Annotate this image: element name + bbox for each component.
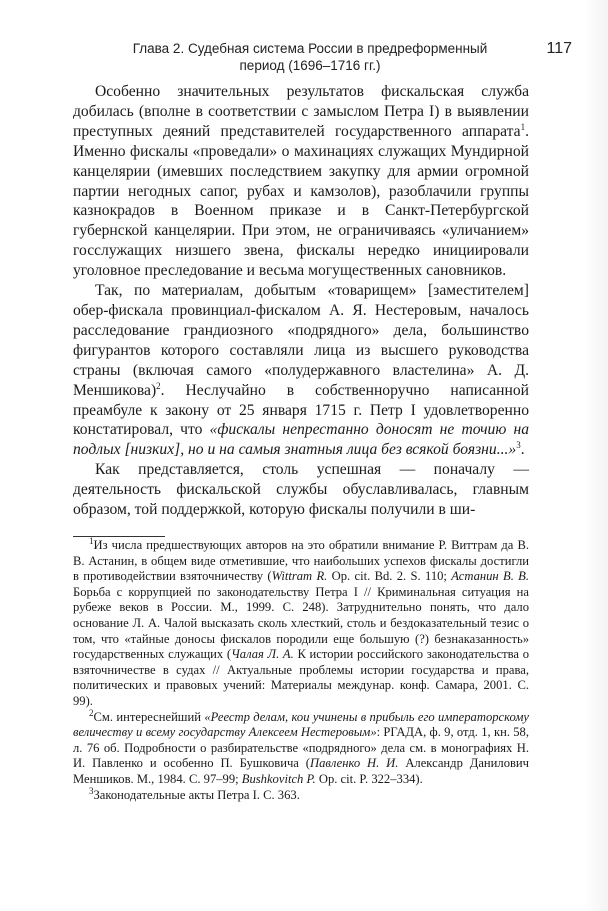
- paragraph-2-text-b: . Неслучайно в собственноручно написанной преамбуле к закону от 25 января 1715 г. Петр I удовлетворенно констатировал, что: [73, 381, 529, 439]
- footnote-1-text-b: Op. cit. Bd. 2. S. 110;: [327, 569, 452, 584]
- footnote-ref-3: 3: [516, 440, 521, 451]
- footnote-1-text-d: К истории российского законодательства о взяточничестве в судах // Актуальные проблемы истории государства и права, политических и правовых учений: Материалы междунар. конф. Самара, 2001. С. 99).: [73, 647, 530, 708]
- paragraph-3: Как представляется, столь успешная — поначалу — деятельность фискальской службы обуславливалась, главным образом, той поддержкой, которую фискалы получили в ши-: [73, 461, 529, 519]
- peter-quote: «фискалы непрестанно доносят не точию на подлых [низких], но и на самыя знатныя лица без всякой боязни...»: [73, 421, 529, 459]
- footnote-marker-2: 2: [89, 707, 94, 718]
- footnote-1-author-c: Чалая Л. А.: [231, 647, 294, 662]
- footnote-ref-1: 1: [520, 121, 526, 132]
- footnote-3: [73, 785, 529, 804]
- paragraph-1-text-b: . Именно фискалы «проведали» о махинациях служащих Мундирной канцелярии (имевших последствием закупку для армии огромной партии негодных сапог, рубах и камзолов), разоблачили группы казнокрадов в Военном приказе и в Санкт-Петербургской губернской канцелярии. При этом, не ограничиваясь «уличанием» госслужащих низшего звена, фискалы нередко инициировали уголовное преследование и весьма могущественных сановников.: [73, 122, 529, 280]
- footnote-3-text: Законодательные акты Петра I. С. 363.: [93, 787, 300, 802]
- running-header: [80, 40, 540, 74]
- footnote-2-text-c: Александр Данилович Меншиков. М., 1984. С. 97–99;: [73, 756, 530, 786]
- paragraph-1-text-a: Особенно значительных результатов фискальская служба добилась (вполне в соответствии с замыслом Петра I) в выявлении преступных деяний представителей государственного аппарата: [73, 83, 529, 140]
- paragraph-2-text-c: .: [520, 441, 525, 459]
- footnote-2: [73, 707, 530, 788]
- paragraph-2-text-a: Так, по материалам, добытым «товарищем» [заместителем] обер-фискала провинциал-фискалом А. Я. Нестеровым, началось расследование грандиозного «подрядного» дела, большинство фигурантов которого составляли лица из высшего руководства страны (включая самого «полудержавного властелина» А. Д. Меншикова): [73, 282, 529, 399]
- paragraph-2: [73, 281, 529, 460]
- main-text: [73, 82, 529, 520]
- paragraph-1: [73, 82, 529, 281]
- footnote-2-title: «Реестр делам, кои учинены в прибыль его императорскому величеству и всему государству Алексеем Нестеровым»: [73, 709, 529, 740]
- footnote-1: [73, 535, 530, 710]
- footnote-1-text-c: Борьба с коррупцией по законодательству Петра I // Криминальная ситуация на рубеже веков в России. М., 1999. С. 248). Затруднительно понять, что дало основание Л. А. Чалой высказать сколь хлесткий, столь и бездоказательный тезис о том, что «тайные доносы фискалов породили еще большую (?) безнаказанность» государственных служащих (: [73, 584, 529, 662]
- footnote-1-author-a: Wittram R.: [271, 569, 328, 584]
- header-line-2: период (1696–1716 гг.): [239, 58, 381, 73]
- footnote-2-author-b: Bushkovitch P.: [241, 771, 316, 786]
- page-number: 117: [546, 40, 572, 57]
- footnote-2-text-a: См. интереснейший: [93, 709, 205, 724]
- footnote-2-text-d: Op. cit. P. 322–334).: [315, 771, 423, 786]
- footnote-marker-3: 3: [89, 785, 94, 796]
- footnote-2-author-a: Павленко Н. И.: [309, 756, 399, 771]
- footnotes: [73, 535, 530, 803]
- footnote-ref-2: 2: [156, 380, 161, 391]
- footnote-1-author-b: Астанин В. В.: [451, 569, 530, 584]
- footnote-separator: [73, 536, 165, 537]
- header-line-1: Глава 2. Судебная система России в предреформенный: [132, 41, 488, 56]
- footnote-2-text-b: : РГАДА, ф. 9, отд. 1, кн. 58, л. 76 об. Подробности о разбирательстве «подрядного» дела см. в монографиях Н. И. Павленко и особенно П. Бушковича (: [73, 725, 529, 771]
- footnote-marker-1: 1: [89, 535, 94, 546]
- footnote-1-text-a: Из числа предшествующих авторов на это обратили внимание Р. Виттрам да В. В. Астанин, в общем виде отметившие, что наибольших успехов фискалы достигли в противодействии взяточничеству (: [73, 538, 529, 584]
